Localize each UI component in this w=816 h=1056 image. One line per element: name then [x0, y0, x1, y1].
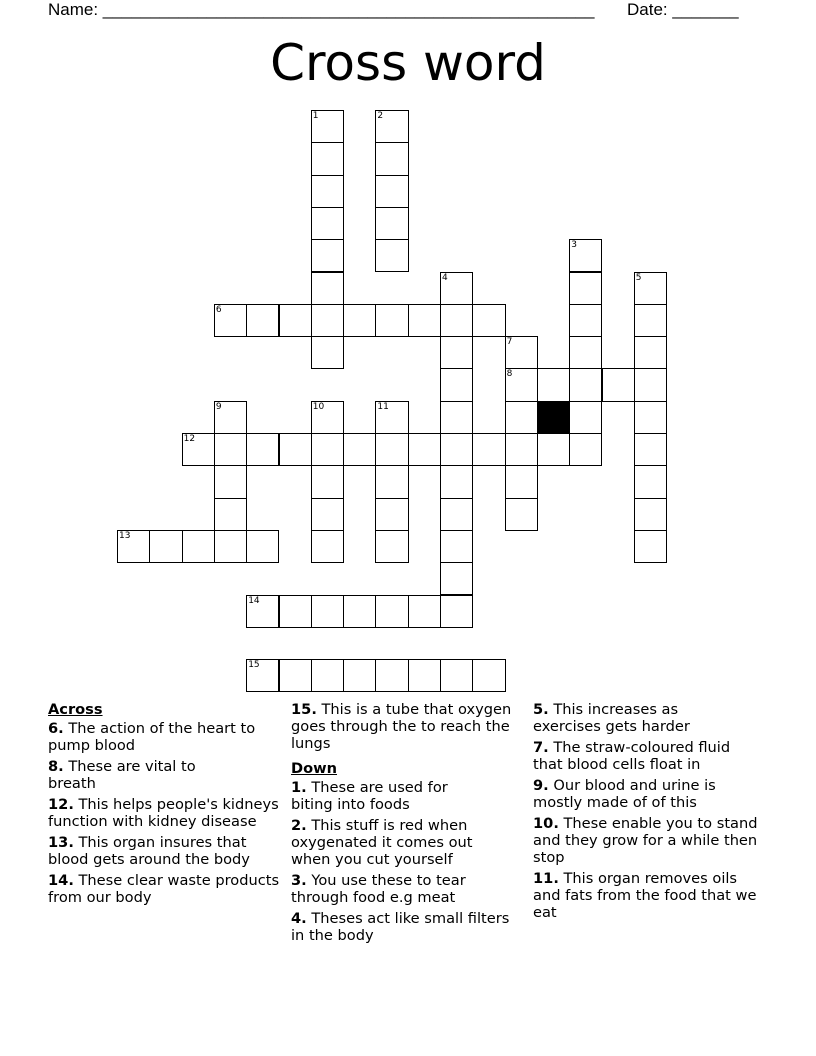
grid-cell[interactable]	[634, 368, 667, 401]
grid-cell[interactable]	[375, 595, 408, 628]
grid-cell[interactable]	[569, 239, 602, 272]
grid-cell[interactable]	[634, 465, 667, 498]
cell-number: 2	[377, 111, 384, 121]
grid-cell[interactable]	[214, 530, 247, 563]
grid-cell[interactable]	[569, 401, 602, 434]
grid-cell[interactable]	[440, 530, 473, 563]
grid-cell[interactable]	[440, 562, 473, 595]
cell-number: 4	[442, 272, 448, 283]
grid-cell[interactable]	[472, 304, 505, 337]
grid-cell[interactable]	[440, 304, 473, 337]
grid-cell[interactable]	[279, 433, 312, 466]
grid-cell[interactable]	[279, 304, 312, 337]
clue-across-6: 6. The action of the heart to pump blood	[48, 720, 256, 754]
cell-number: 15	[248, 660, 260, 671]
cell-number: 14	[248, 595, 260, 606]
grid-cell[interactable]	[634, 272, 667, 305]
grid-cell[interactable]	[537, 433, 570, 466]
grid-cell[interactable]	[440, 465, 473, 498]
grid-cell[interactable]	[246, 530, 279, 563]
grid-cell[interactable]	[375, 175, 408, 208]
grid-cell[interactable]	[182, 530, 215, 563]
clue-across-14: 14. These clear waste products from our body	[48, 872, 280, 906]
grid-cell[interactable]	[634, 498, 667, 531]
grid-cell[interactable]	[634, 433, 667, 466]
grid-cell[interactable]	[440, 498, 473, 531]
clues-column-3	[533, 701, 763, 925]
clue-down-5: 5. This increases as exercises gets harder	[533, 701, 690, 735]
grid-cell[interactable]	[311, 272, 344, 305]
grid-cell[interactable]	[505, 498, 538, 531]
grid-cell[interactable]	[634, 530, 667, 563]
grid-cell[interactable]	[149, 530, 182, 563]
grid-cell[interactable]	[375, 401, 408, 434]
cell-number: 9	[215, 401, 222, 412]
clue-down-7: 7. The straw-coloured fluid that blood cells float in	[533, 739, 731, 773]
grid-cell[interactable]	[569, 304, 602, 337]
grid-cell[interactable]	[214, 498, 247, 531]
grid-cell[interactable]	[343, 433, 376, 466]
cell-number: 12	[183, 434, 196, 444]
clue-across-15: 15. This is a tube that oxygen goes through the to reach the lungs	[291, 701, 512, 752]
clue-across-12: 12. This helps people's kidneys function with kidney disease	[48, 796, 279, 830]
cell-number: 13	[119, 530, 131, 541]
clue-down-2: 2. This stuff is red when oxygenated it comes out when you cut yourself	[291, 817, 473, 868]
cell-number: 6	[215, 304, 222, 315]
clues-column-1	[48, 701, 283, 910]
grid-cell[interactable]	[634, 304, 667, 337]
date-line: _______	[672, 0, 739, 19]
grid-cell[interactable]	[472, 659, 505, 692]
grid-cell[interactable]	[408, 433, 441, 466]
grid-cell[interactable]	[214, 401, 247, 434]
grid-cell[interactable]	[279, 595, 312, 628]
grid-cell[interactable]	[569, 368, 602, 401]
cell-number: 1	[312, 111, 319, 121]
grid-cell[interactable]	[375, 465, 408, 498]
grid-cell[interactable]	[505, 368, 538, 401]
clue-down-9: 9. Our blood and urine is mostly made of of this	[533, 777, 716, 811]
grid-cell[interactable]	[440, 368, 473, 401]
grid-cell[interactable]	[375, 433, 408, 466]
grid-cell[interactable]	[311, 142, 344, 175]
grid-cell[interactable]	[311, 465, 344, 498]
cell-number: 10	[312, 401, 325, 412]
clue-down-11: 11. This organ removes oils and fats from the food that we eat	[533, 870, 757, 921]
grid-cell[interactable]	[440, 401, 473, 434]
grid-cell[interactable]	[505, 433, 538, 466]
grid-cell[interactable]	[117, 530, 150, 563]
cell-number: 5	[635, 272, 642, 283]
clue-across-13: 13. This organ insures that blood gets around the body	[48, 834, 250, 868]
grid-cell[interactable]	[375, 142, 408, 175]
grid-cell[interactable]	[505, 336, 538, 369]
grid-cell[interactable]	[311, 110, 344, 143]
grid-cell[interactable]	[311, 530, 344, 563]
grid-cell[interactable]	[343, 304, 376, 337]
page-title: Cross word	[270, 34, 546, 92]
cell-number: 7	[506, 337, 513, 348]
grid-cell[interactable]	[311, 304, 344, 337]
black-cell	[537, 401, 570, 434]
grid-cell[interactable]	[246, 304, 279, 337]
grid-cell[interactable]	[214, 433, 247, 466]
grid-cell[interactable]	[569, 272, 602, 305]
clue-down-10: 10. These enable you to stand and they grow for a while then stop	[533, 815, 758, 866]
grid-cell[interactable]	[279, 659, 312, 692]
grid-cell[interactable]	[311, 239, 344, 272]
grid-cell[interactable]	[311, 401, 344, 434]
grid-cell[interactable]	[375, 239, 408, 272]
grid-cell[interactable]	[569, 433, 602, 466]
clue-across-8: 8. These are vital to breath	[48, 758, 196, 792]
grid-cell[interactable]	[214, 465, 247, 498]
grid-cell[interactable]	[375, 207, 408, 240]
grid-cell[interactable]	[440, 433, 473, 466]
grid-cell[interactable]	[408, 595, 441, 628]
grid-cell[interactable]	[311, 175, 344, 208]
cell-number: 3	[571, 240, 577, 251]
date-label: Date:	[627, 0, 673, 19]
grid-cell[interactable]	[440, 595, 473, 628]
grid-cell[interactable]	[634, 401, 667, 434]
grid-cell[interactable]	[375, 304, 408, 337]
grid-cell[interactable]	[537, 368, 570, 401]
grid-cell[interactable]	[246, 659, 279, 692]
name-line: ____________________________________________________	[102, 0, 595, 19]
grid-cell[interactable]	[440, 659, 473, 692]
grid-cell[interactable]	[311, 659, 344, 692]
grid-cell[interactable]	[440, 336, 473, 369]
grid-cell[interactable]	[375, 530, 408, 563]
across-heading: Across	[48, 701, 103, 718]
grid-cell[interactable]	[634, 336, 667, 369]
grid-cell[interactable]	[602, 368, 635, 401]
grid-cell[interactable]	[311, 336, 344, 369]
grid-cell[interactable]	[246, 595, 279, 628]
grid-cell[interactable]	[505, 401, 538, 434]
grid-cell[interactable]	[182, 433, 215, 466]
grid-cell[interactable]	[569, 336, 602, 369]
clue-down-4: 4. Theses act like small filters in the body	[291, 910, 510, 944]
grid-cell[interactable]	[375, 659, 408, 692]
grid-cell[interactable]	[375, 498, 408, 531]
grid-cell[interactable]	[311, 595, 344, 628]
clue-down-3: 3. You use these to tear through food e.g meat	[291, 872, 466, 906]
grid-cell[interactable]	[311, 207, 344, 240]
grid-cell[interactable]	[375, 110, 408, 143]
clues-column-2	[291, 701, 516, 948]
name-label: Name:	[48, 0, 103, 19]
grid-cell[interactable]	[343, 595, 376, 628]
grid-cell[interactable]	[311, 498, 344, 531]
down-heading: Down	[291, 760, 338, 777]
grid-cell[interactable]	[440, 272, 473, 305]
grid-cell[interactable]	[408, 659, 441, 692]
grid-cell[interactable]	[311, 433, 344, 466]
grid-cell[interactable]	[246, 433, 279, 466]
grid-cell[interactable]	[505, 465, 538, 498]
cell-number: 8	[506, 369, 513, 380]
grid-cell[interactable]	[408, 304, 441, 337]
cell-number: 11	[377, 401, 389, 412]
grid-cell[interactable]	[472, 433, 505, 466]
grid-cell[interactable]	[214, 304, 247, 337]
clue-down-1: 1. These are used for biting into foods	[291, 779, 448, 813]
grid-cell[interactable]	[343, 659, 376, 692]
